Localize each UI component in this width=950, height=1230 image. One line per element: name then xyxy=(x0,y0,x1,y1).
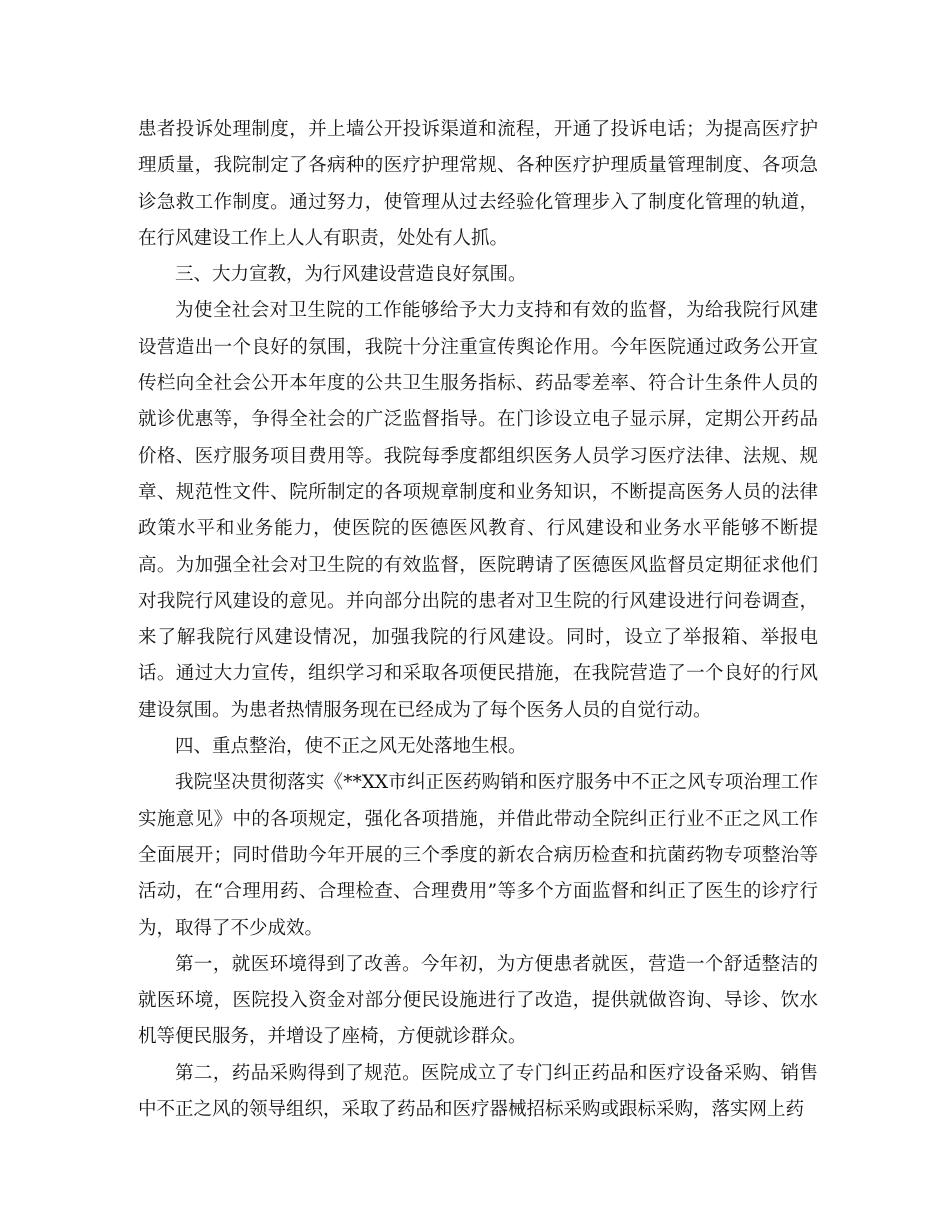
document-body xyxy=(138,112,818,1128)
paragraph-second-procurement: 第二，药品采购得到了规范。医院成立了专门纠正药品和医疗设备采购、销售中不正之风的领导组织，采取了药品和医疗器械招标采购或跟标采购，落实网上药 xyxy=(138,1062,818,1121)
paragraph-publicity: 为使全社会对卫生院的工作能够给予大力支持和有效的监督，为给我院行风建设营造出一个良好的氛围，我院十分注重宣传舆论作用。今年医院通过政务公开宣传栏向全社会公开本年度的公共卫生服务指标、药品零差率、符合计生条件人员的就诊优惠等，争得全社会的广泛监督指导。在门诊设立电子显示屏，定期公开药品价格、医疗服务项目费用等。我院每季度都组织医务人员学习医疗法律、法规、规章、规范性文件、院所制定的各项规章制度和业务知识，不断提高医务人员的法律政策水平和业务能力，使医院的医德医风教育、行风建设和业务水平能够不断提高。为加强全社会对卫生院的有效监督，医院聘请了医德医风监督员定期征求他们对我院行风建设的意见。并向部分出院的患者对卫生院的行风建设进行问卷调查，来了解我院行风建设情况，加强我院的行风建设。同时，设立了举报箱、举报电话。通过大力宣传，组织学习和采取各项便民措施，在我院营造了一个良好的行风建设氛围。为患者热情服务现在已经成为了每个医务人员的自觉行动。 xyxy=(138,300,818,721)
section-heading-4: 四、重点整治，使不正之风无处落地生根。 xyxy=(175,736,527,758)
paragraph-first-environment: 第一，就医环境得到了改善。今年初，为方便患者就医，营造一个舒适整洁的就医环境，医院投入资金对部分便民设施进行了改造，提供就做咨询、导诊、饮水机等便民服务，并增设了座椅，方便就诊群众。 xyxy=(138,953,818,1048)
paragraph-rectification: 我院坚决贯彻落实《**XX市纠正医药购销和医疗服务中不正之风专项治理工作实施意见》中的各项规定，强化各项措施，并借此带动全院纠正行业不正之风工作全面展开；同时借助今年开展的三个季度的新农合病历检查和抗菌药物专项整治等活动，在“合理用药、合理检查、合理费用”等多个方面监督和纠正了医生的诊疗行为，取得了不少成效。 xyxy=(138,772,818,939)
paragraph-continuation: 患者投诉处理制度，并上墙公开投诉渠道和流程，开通了投诉电话；为提高医疗护理质量，我院制定了各病种的医疗护理常规、各种医疗护理质量管理制度、各项急诊急救工作制度。通过努力，使管理从过去经验化管理步入了制度化管理的轨道，在行风建设工作上人人有职责，处处有人抓。 xyxy=(138,119,818,249)
section-heading-3: 三、大力宣教，为行风建设营造良好氛围。 xyxy=(175,264,527,286)
